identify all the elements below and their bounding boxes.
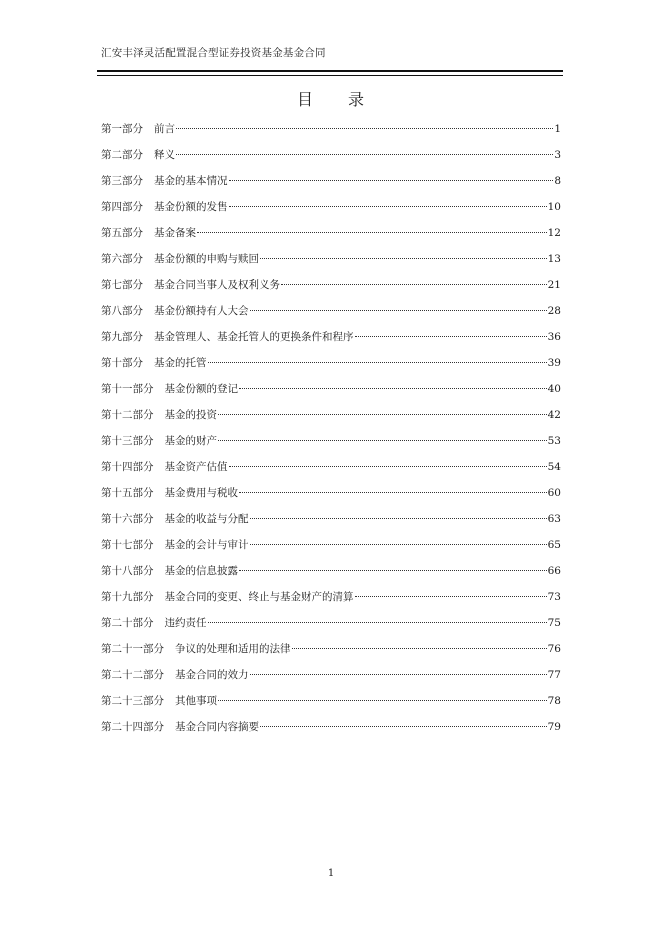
toc-dot-leader bbox=[218, 414, 547, 415]
toc-entry[interactable] bbox=[101, 327, 561, 353]
toc-entry-page: 76 bbox=[547, 643, 561, 655]
toc-entry-topic: 基金备案 bbox=[154, 227, 196, 239]
toc-entry-page: 78 bbox=[547, 695, 561, 707]
header-rule-thick bbox=[97, 70, 563, 72]
toc-dot-leader bbox=[197, 232, 547, 233]
toc-entry-topic: 基金的托管 bbox=[154, 357, 207, 369]
toc-dot-leader bbox=[208, 362, 547, 363]
toc-entry-page: 60 bbox=[547, 487, 561, 499]
toc-entry-page: 28 bbox=[547, 305, 561, 317]
toc-dot-leader bbox=[292, 648, 547, 649]
toc-entry-topic: 基金合同当事人及权利义务 bbox=[154, 279, 280, 291]
toc-entry-part: 第十四部分 bbox=[101, 461, 154, 473]
toc-entry-page: 40 bbox=[547, 383, 561, 395]
toc-entry-topic: 基金份额的发售 bbox=[154, 201, 228, 213]
toc-entry-page: 65 bbox=[547, 539, 561, 551]
toc-entry[interactable] bbox=[101, 249, 561, 275]
toc-entry[interactable] bbox=[101, 717, 561, 743]
toc-entry-part: 第十一部分 bbox=[101, 383, 154, 395]
toc-entry[interactable] bbox=[101, 379, 561, 405]
toc-entry-part: 第二十一部分 bbox=[101, 643, 164, 655]
toc-entry[interactable] bbox=[101, 483, 561, 509]
toc-entry-part: 第四部分 bbox=[101, 201, 143, 213]
toc-entry-page: 75 bbox=[547, 617, 561, 629]
toc-dot-leader bbox=[250, 518, 547, 519]
toc-dot-leader bbox=[218, 700, 547, 701]
toc-dot-leader bbox=[250, 310, 547, 311]
toc-entry[interactable] bbox=[101, 405, 561, 431]
toc-entry-topic: 其他事项 bbox=[175, 695, 217, 707]
toc-entry-part: 第十八部分 bbox=[101, 565, 154, 577]
toc-entry-part: 第七部分 bbox=[101, 279, 143, 291]
toc-entry-page: 36 bbox=[547, 331, 561, 343]
toc-entry-part: 第八部分 bbox=[101, 305, 143, 317]
toc-entry[interactable] bbox=[101, 509, 561, 535]
toc-dot-leader bbox=[239, 492, 547, 493]
toc-entry-topic: 前言 bbox=[154, 123, 175, 135]
toc-dot-leader bbox=[260, 258, 547, 259]
document-header-title: 汇安丰泽灵活配置混合型证券投资基金基金合同 bbox=[101, 47, 326, 59]
toc-entry-topic: 基金合同内容摘要 bbox=[175, 721, 259, 733]
toc-list bbox=[101, 119, 561, 743]
toc-entry-topic: 基金管理人、基金托管人的更换条件和程序 bbox=[154, 331, 354, 343]
toc-entry-part: 第二部分 bbox=[101, 149, 143, 161]
toc-entry-page: 63 bbox=[547, 513, 561, 525]
toc-dot-leader bbox=[239, 570, 547, 571]
toc-entry-part: 第一部分 bbox=[101, 123, 143, 135]
toc-entry-part: 第五部分 bbox=[101, 227, 143, 239]
toc-entry-page: 77 bbox=[547, 669, 561, 681]
toc-entry-topic: 基金资产估值 bbox=[164, 461, 228, 473]
toc-entry-topic: 释义 bbox=[154, 149, 175, 161]
toc-entry[interactable] bbox=[101, 561, 561, 587]
toc-entry[interactable] bbox=[101, 145, 561, 171]
toc-entry-topic: 基金的基本情况 bbox=[154, 175, 228, 187]
toc-entry-part: 第十部分 bbox=[101, 357, 143, 369]
toc-dot-leader bbox=[281, 284, 547, 285]
toc-entry-part: 第二十二部分 bbox=[101, 669, 164, 681]
toc-entry[interactable] bbox=[101, 665, 561, 691]
toc-entry[interactable] bbox=[101, 535, 561, 561]
toc-entry[interactable] bbox=[101, 275, 561, 301]
toc-entry-part: 第二十四部分 bbox=[101, 721, 164, 733]
toc-entry-topic: 违约责任 bbox=[164, 617, 207, 629]
toc-entry-page: 10 bbox=[547, 201, 561, 213]
toc-entry-page: 39 bbox=[547, 357, 561, 369]
toc-entry[interactable] bbox=[101, 171, 561, 197]
toc-entry-topic: 争议的处理和适用的法律 bbox=[175, 643, 291, 655]
toc-dot-leader bbox=[176, 154, 553, 155]
toc-entry-topic: 基金合同的效力 bbox=[175, 669, 249, 681]
toc-entry[interactable] bbox=[101, 223, 561, 249]
toc-entry-page: 13 bbox=[547, 253, 561, 265]
toc-entry-part: 第三部分 bbox=[101, 175, 143, 187]
toc-entry-topic: 基金份额的登记 bbox=[164, 383, 238, 395]
toc-entry-part: 第十五部分 bbox=[101, 487, 154, 499]
toc-dot-leader bbox=[229, 206, 547, 207]
toc-entry-page: 3 bbox=[554, 149, 561, 161]
toc-entry-topic: 基金的收益与分配 bbox=[164, 513, 249, 525]
toc-entry-page: 21 bbox=[547, 279, 561, 291]
toc-dot-leader bbox=[229, 180, 554, 181]
toc-dot-leader bbox=[355, 336, 547, 337]
toc-entry-part: 第十二部分 bbox=[101, 409, 154, 421]
toc-entry-page: 73 bbox=[547, 591, 561, 603]
toc-entry-part: 第二十三部分 bbox=[101, 695, 164, 707]
toc-entry-page: 8 bbox=[554, 175, 561, 187]
toc-dot-leader bbox=[250, 674, 547, 675]
toc-entry[interactable] bbox=[101, 119, 561, 145]
toc-entry-part: 第九部分 bbox=[101, 331, 143, 343]
toc-entry-topic: 基金合同的变更、终止与基金财产的清算 bbox=[164, 591, 354, 603]
toc-dot-leader bbox=[229, 466, 547, 467]
toc-entry[interactable] bbox=[101, 613, 561, 639]
toc-entry-page: 1 bbox=[554, 123, 561, 135]
toc-entry-page: 53 bbox=[547, 435, 561, 447]
toc-entry-page: 79 bbox=[547, 721, 561, 733]
toc-entry[interactable] bbox=[101, 431, 561, 457]
toc-title: 目 录 bbox=[296, 90, 365, 109]
toc-dot-leader bbox=[260, 726, 547, 727]
header-rule-thin bbox=[97, 75, 563, 76]
toc-entry[interactable] bbox=[101, 353, 561, 379]
toc-entry-part: 第十三部分 bbox=[101, 435, 154, 447]
toc-dot-leader bbox=[355, 596, 547, 597]
toc-entry-topic: 基金费用与税收 bbox=[164, 487, 238, 499]
toc-entry-page: 54 bbox=[547, 461, 561, 473]
toc-entry-part: 第二十部分 bbox=[101, 617, 154, 629]
toc-entry[interactable] bbox=[101, 639, 561, 665]
toc-entry[interactable] bbox=[101, 587, 561, 613]
toc-entry-topic: 基金份额的申购与赎回 bbox=[154, 253, 259, 265]
toc-entry-part: 第十九部分 bbox=[101, 591, 154, 603]
toc-entry-page: 66 bbox=[547, 565, 561, 577]
toc-entry-topic: 基金的信息披露 bbox=[164, 565, 238, 577]
toc-entry-page: 42 bbox=[547, 409, 561, 421]
toc-dot-leader bbox=[208, 622, 547, 623]
toc-dot-leader bbox=[176, 128, 553, 129]
toc-entry-page: 12 bbox=[547, 227, 561, 239]
toc-entry[interactable] bbox=[101, 301, 561, 327]
page-number: 1 bbox=[327, 868, 335, 879]
toc-entry-part: 第十六部分 bbox=[101, 513, 154, 525]
toc-entry[interactable] bbox=[101, 691, 561, 717]
toc-dot-leader bbox=[239, 388, 547, 389]
toc-entry-part: 第十七部分 bbox=[101, 539, 154, 551]
toc-entry-part: 第六部分 bbox=[101, 253, 143, 265]
toc-entry-topic: 基金的财产 bbox=[164, 435, 217, 447]
toc-entry-topic: 基金的投资 bbox=[164, 409, 217, 421]
toc-entry-topic: 基金的会计与审计 bbox=[164, 539, 249, 551]
toc-entry[interactable] bbox=[101, 457, 561, 483]
toc-entry-topic: 基金份额持有人大会 bbox=[154, 305, 249, 317]
toc-dot-leader bbox=[218, 440, 547, 441]
toc-entry[interactable] bbox=[101, 197, 561, 223]
toc-dot-leader bbox=[250, 544, 547, 545]
